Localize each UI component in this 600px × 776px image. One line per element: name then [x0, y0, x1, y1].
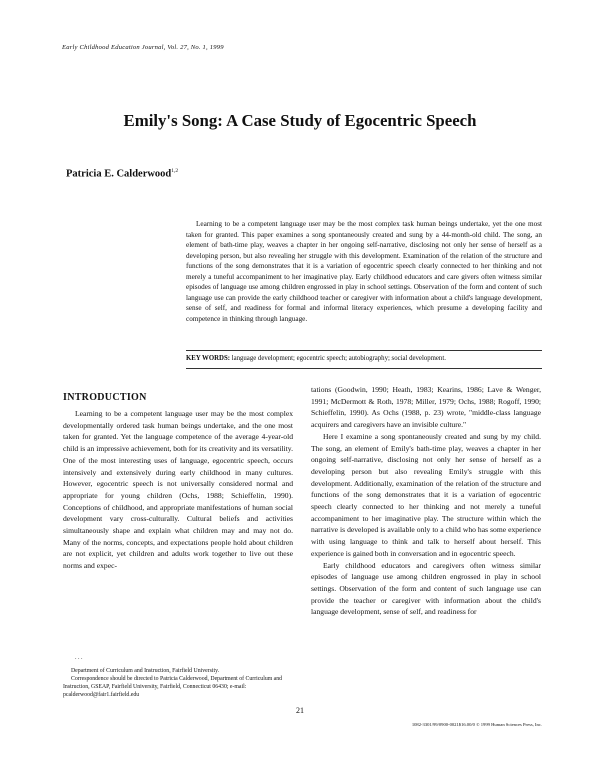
intro-paragraph-2: Here I examine a song spontaneously created and sung by my child. The song, an element of Emily's bath-time play, weaves a chapter in her ongoing self-narrative, disclosing not only her sense of herself as a developing person but also revealing Emily's struggle with this development. Additionally, examination of the relation of the structure and functions of the song demonstrates that it is a variation of egocentric speech clearly connected to her thinking and not merely a tuneful accompaniment to her imaginative play. The structure within which the narrative is developed is available only to a child who has some experience with using language to think and talk to herself about herself. This experience is gained both in conversation and in egocentric speech.	[311, 431, 541, 558]
running-head: Early Childhood Education Journal, Vol. 27, No. 1, 1999	[62, 44, 224, 51]
footnote-ornament: . . .	[75, 655, 83, 661]
publisher-line: 1082-3301/99/0900-0021$16.00/0 © 1999 Human Sciences Press, Inc.	[411, 722, 542, 727]
intro-paragraph-3: Early childhood educators and caregivers often witness similar episodes of language use among children engrossed in play in school settings. Observation of the form and content of such language use can provide the teacher or caregiver with information about the child's language development, sense of self, and readiness for	[311, 560, 541, 617]
intro-paragraph-1: Learning to be a competent language user may be the most complex developmentally ordered task human beings undertake, and the one most taken for granted. Yet the language competence of the average 4-year-old child is an impressive achievement, both for its creativity and its versatility. One of the most interesting uses of language, egocentric speech, occurs intensively and extensively during early childhood in many cultures. However, egocentric speech is not universally considered normal and appropriate for young children (Ochs, 1988; Schieffelin, 1990). Conceptions of childhood, and appropriate manifestations of human social development vary cross-culturally. Cultural beliefs and activities simultaneously shape and explain what children may and may not do. Many of the norms, concepts, and expectations people hold about children are not explicit, yet children and adults work together to live out these norms and expec-	[63, 409, 293, 571]
page-number: 21	[296, 706, 304, 715]
keywords	[186, 354, 542, 364]
abstract-divider	[186, 350, 542, 351]
keywords-text: language development; egocentric speech; autobiography; social development.	[231, 355, 446, 362]
author-name: Patricia E. Calderwood	[66, 168, 172, 180]
section-heading: INTRODUCTION	[63, 392, 147, 403]
author-line	[66, 168, 178, 180]
keywords-label: KEY WORDS:	[186, 355, 230, 362]
footnote-1: Department of Curriculum and Instruction, Fairfield University.	[71, 668, 220, 674]
author-affiliation-marks: 1,2	[171, 168, 179, 174]
abstract: Learning to be a competent language user may be the most complex task human beings undertake, yet the one most taken for granted. This paper examines a song spontaneously created and sung by a 44-month-old child. The song, an element of bath-time play, weaves a chapter in her ongoing self-narrative, disclosing not only her sense of herself as a developing person, but also revealing her struggle with this development. Examination of the relation of the structure and functions of the song demonstrates that it is a variation of egocentric speech clearly connected to her thinking and not merely a tuneful accompaniment to her imaginative play. Early childhood educators and care givers often witness similar episodes of language use among children engrossed in play in school settings. Observation of the form and content of such language use can provide the early childhood teacher or caregiver with information about a child's language development, sense of self, and readiness for formal and informal literacy experiences, which presume a developing facility and competence in thinking through language.	[186, 220, 542, 323]
left-column	[63, 408, 293, 572]
keywords-divider	[186, 368, 542, 369]
intro-paragraph-continued: tations (Goodwin, 1990; Heath, 1983; Kearins, 1986; Lave & Wenger, 1991; McDermott & Roth, 1978; Miller, 1979; Ochs, 1988; Rogoff, 1990; Schieffelin, 1990). As Ochs (1988, p. 23) wrote, "middle-class language acquirers and caregivers have an invisible culture."	[311, 385, 541, 430]
article-title: Emily's Song: A Case Study of Egocentric Speech	[123, 111, 477, 130]
right-column	[311, 384, 541, 618]
footnote-2: Correspondence should be directed to Patricia Calderwood, Department of Curriculum and Instruction, GSEAP, Fairfield University, Fairfield, Connecticut 06430; e-mail: pcalderwood@fair1.fairfield.edu	[63, 676, 283, 698]
footnotes	[63, 667, 293, 699]
